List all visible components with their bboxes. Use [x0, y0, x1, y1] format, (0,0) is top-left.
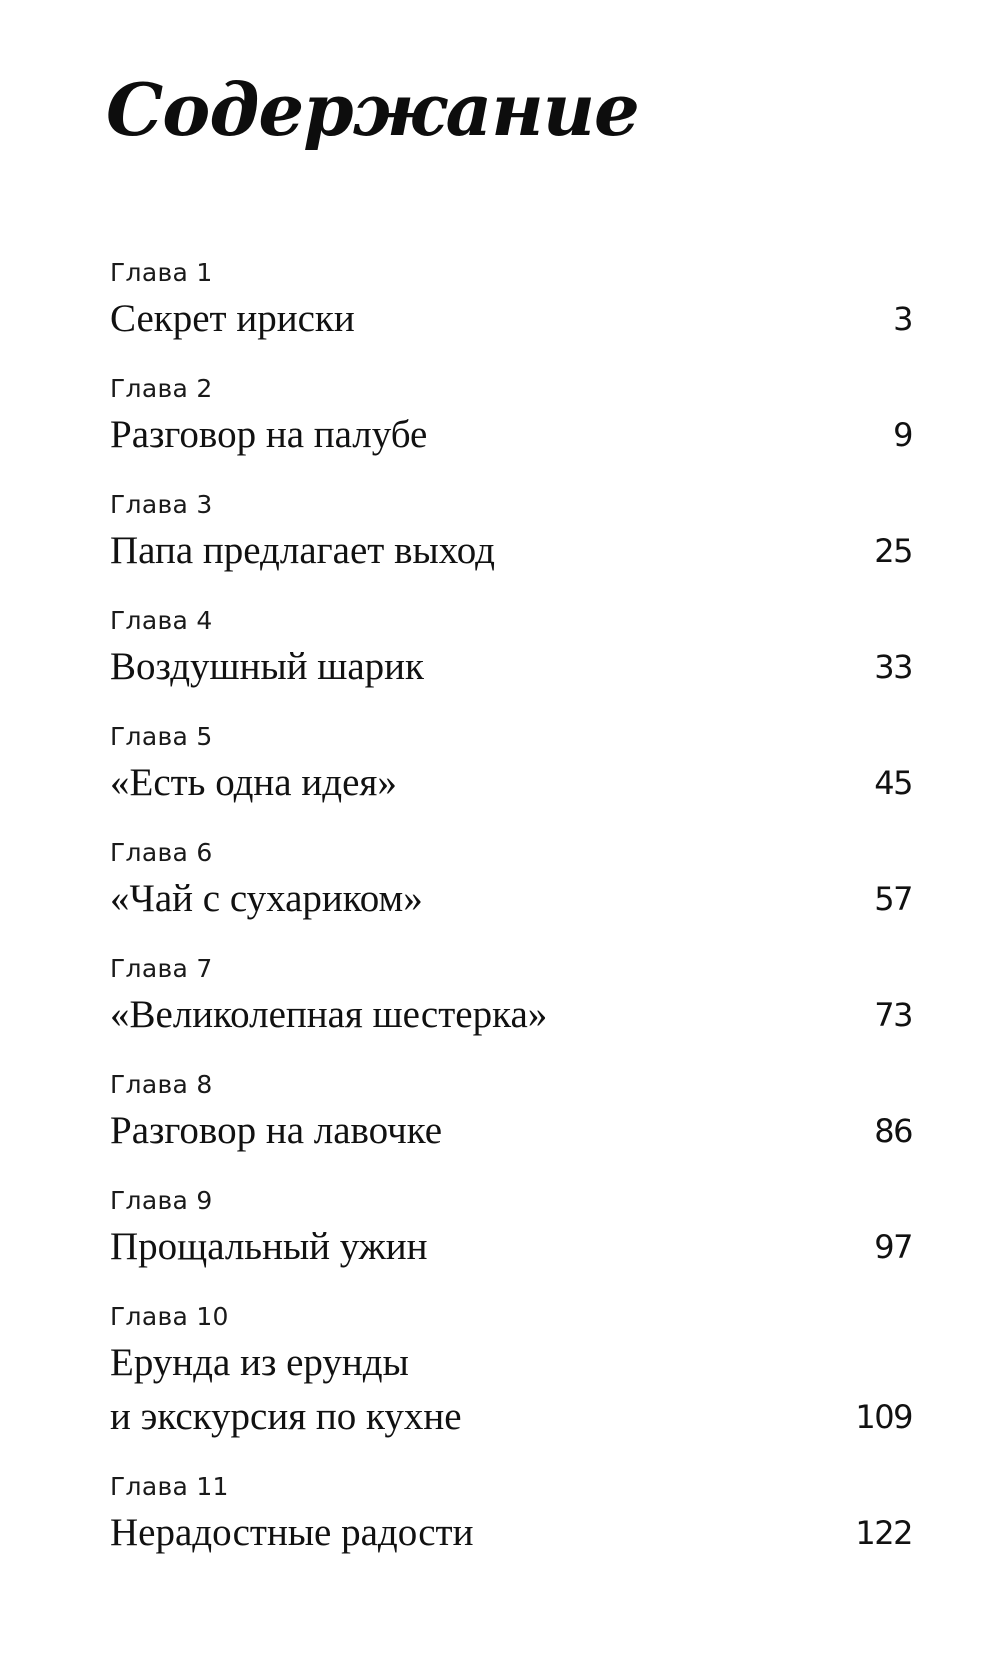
toc-entry: [110, 954, 912, 1042]
chapter-label: Глава 1: [110, 258, 213, 287]
chapter-label: Глава 9: [110, 1186, 213, 1215]
chapter-label: Глава 11: [110, 1472, 229, 1501]
toc-row: [110, 988, 912, 1042]
chapter-label: Глава 3: [110, 490, 213, 519]
chapter-label: Глава 7: [110, 954, 213, 983]
chapter-title: «Великолепная шестерка»: [110, 993, 548, 1036]
chapter-label: Глава 5: [110, 722, 213, 751]
toc-row: [110, 292, 912, 346]
chapter-label: Глава 2: [110, 374, 213, 403]
toc-entry: [110, 1070, 912, 1158]
chapter-page-number: 122: [855, 1514, 912, 1552]
chapter-label: Глава 8: [110, 1070, 213, 1099]
chapter-page-number: 3: [893, 300, 912, 338]
toc-entry: [110, 490, 912, 578]
chapter-label: Глава 10: [110, 1302, 229, 1331]
chapter-page-number: 25: [874, 532, 912, 570]
toc-entry: [110, 1302, 912, 1444]
toc-row: [110, 872, 912, 926]
chapter-title: Папа предлагает выход: [110, 529, 495, 572]
toc-entry: [110, 1472, 912, 1560]
toc-entry: [110, 258, 912, 346]
chapter-page-number: 73: [874, 996, 912, 1034]
toc-entry: [110, 606, 912, 694]
chapter-page-number: 9: [893, 416, 912, 454]
toc-entry: [110, 838, 912, 926]
toc-entry: [110, 374, 912, 462]
toc-row: [110, 640, 912, 694]
chapter-title: «Чай с сухариком»: [110, 877, 423, 920]
toc-row: [110, 1220, 912, 1274]
chapter-title: Разговор на лавочке: [110, 1109, 443, 1152]
toc-row: [110, 1506, 912, 1560]
toc-entry: [110, 1186, 912, 1274]
chapter-page-number: 57: [874, 880, 912, 918]
chapter-title: Воздушный шарик: [110, 645, 424, 688]
chapter-page-number: 86: [874, 1112, 912, 1150]
chapter-label: Глава 6: [110, 838, 213, 867]
chapter-label: Глава 4: [110, 606, 213, 635]
toc-row: [110, 1104, 912, 1158]
toc-entry: [110, 722, 912, 810]
chapter-title: Секрет ириски: [110, 297, 355, 340]
chapter-title: Нерадостные радости: [110, 1511, 474, 1554]
chapter-page-number: 97: [874, 1228, 912, 1266]
chapter-page-number: 109: [855, 1398, 912, 1436]
chapter-page-number: 45: [874, 764, 912, 802]
toc-row: [110, 524, 912, 578]
toc-row: [110, 408, 912, 462]
chapter-title: Ерунда из ерунды и экскурсия по кухне: [110, 1341, 462, 1438]
toc-row: [110, 1336, 912, 1444]
toc-row: [110, 756, 912, 810]
table-of-contents: [110, 258, 912, 1588]
chapter-title: Разговор на палубе: [110, 413, 428, 456]
chapter-title: «Есть одна идея»: [110, 761, 397, 804]
page-title: Содержание: [106, 67, 639, 152]
chapter-title: Прощальный ужин: [110, 1225, 428, 1268]
chapter-page-number: 33: [874, 648, 912, 686]
